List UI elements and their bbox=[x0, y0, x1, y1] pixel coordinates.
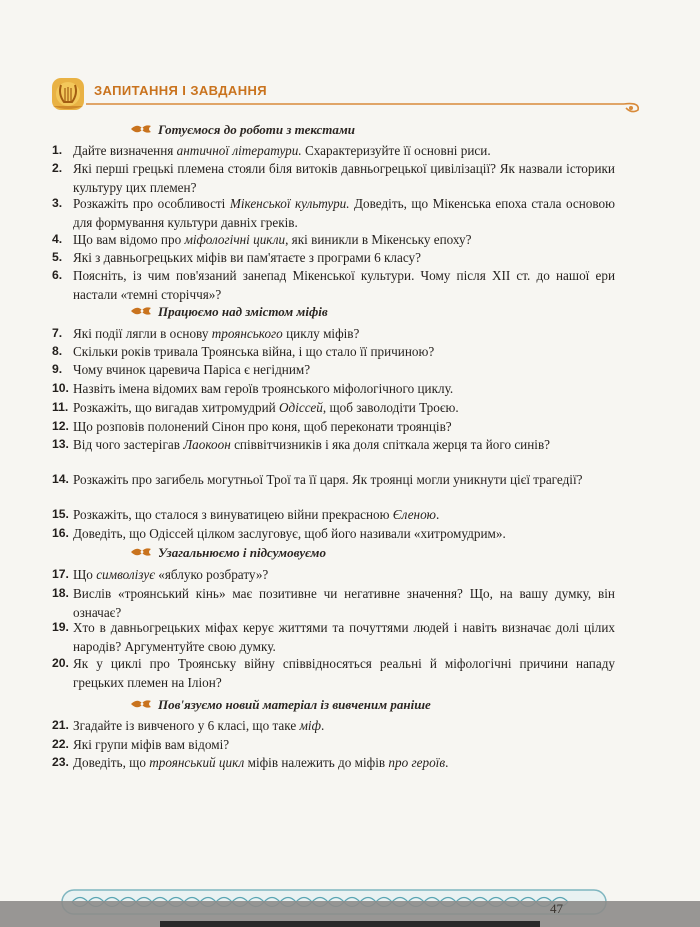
question-text bbox=[73, 230, 615, 249]
question-number: 18. bbox=[52, 586, 69, 600]
question-item bbox=[52, 524, 615, 543]
text-run: Що розповів полонений Сінон про коня, щоб переконати троянців? bbox=[73, 419, 452, 434]
section-heading bbox=[130, 697, 431, 713]
question-number: 14. bbox=[52, 472, 69, 486]
question-item bbox=[52, 324, 615, 343]
text-run: Розкажіть, що сталося з винуватицею війни прекрасною bbox=[73, 507, 393, 522]
header-rule-ornament bbox=[46, 98, 646, 114]
question-text bbox=[73, 398, 615, 417]
text-run: Скільки років тривала Троянська війна, і що стало її причиною? bbox=[73, 344, 435, 359]
text-run: . bbox=[320, 718, 325, 733]
question-text bbox=[73, 524, 615, 543]
text-run: Доведіть, що bbox=[73, 755, 150, 770]
text-run: Доведіть, що Одіссей цілком заслуговує, щоб його називали «хитромудрим». bbox=[73, 526, 506, 541]
leaf-ornament-icon bbox=[130, 698, 152, 710]
question-number: 11. bbox=[52, 400, 69, 414]
question-item bbox=[52, 360, 615, 379]
text-run: Назвіть імена відомих вам героїв троянського міфологічного циклу. bbox=[73, 381, 454, 396]
question-text bbox=[73, 194, 615, 232]
text-run: Які групи міфів вам відомі? bbox=[73, 737, 230, 752]
question-text bbox=[73, 735, 615, 754]
question-text bbox=[73, 505, 615, 524]
text-run: Згадайте із вивченого у 6 класі, що таке bbox=[73, 718, 300, 733]
text-run: Які з давньогрецьких міфів ви пам'ятаєте з програми 6 класу? bbox=[73, 250, 421, 265]
text-run: Доведіть, що Мікенська епоха стала основою для формування культури давніх греків. bbox=[73, 196, 615, 230]
section-heading bbox=[130, 122, 355, 138]
text-run: Що вам відомо про bbox=[73, 232, 185, 247]
text-run: Які перші грецькі племена стояли біля витоків давньогрецької цивілізації? Як назвали історики культуру цих племен? bbox=[73, 161, 615, 195]
section-header bbox=[46, 74, 646, 114]
question-number: 4. bbox=[52, 232, 63, 246]
question-number: 12. bbox=[52, 419, 69, 433]
question-number: 1. bbox=[52, 143, 63, 157]
question-number: 2. bbox=[52, 161, 63, 175]
question-number: 9. bbox=[52, 362, 63, 376]
emphasis-term: про героїв bbox=[388, 755, 446, 770]
question-number: 13. bbox=[52, 437, 69, 451]
text-run: Вислів «троянський кінь» має позитивне чи негативне значення? Що, на вашу думку, він означає? bbox=[73, 586, 615, 620]
text-run: Як у циклі про Троянську війну співвідносяться реальні й міфологічні причини нападу грецьких племен на Іліон? bbox=[73, 656, 615, 690]
text-run: Поясніть, із чим пов'язаний занепад Мікенської культури. Чому після XII ст. до нашої ери настали «темні сторіччя»? bbox=[73, 268, 615, 302]
question-item bbox=[52, 342, 615, 361]
question-text bbox=[73, 141, 615, 160]
question-text bbox=[73, 753, 615, 772]
text-run: Розкажіть, що вигадав хитромудрий bbox=[73, 400, 280, 415]
question-number: 6. bbox=[52, 268, 63, 282]
question-text bbox=[73, 379, 615, 398]
text-run: . bbox=[436, 507, 440, 522]
question-text bbox=[73, 654, 615, 692]
question-item bbox=[52, 584, 615, 622]
question-number: 20. bbox=[52, 656, 69, 670]
text-run: циклу міфів? bbox=[282, 326, 360, 341]
question-item bbox=[52, 753, 615, 772]
text-run: Дайте визначення bbox=[73, 143, 177, 158]
text-run: міфів належить до міфів bbox=[244, 755, 389, 770]
emphasis-term: міф bbox=[299, 718, 321, 733]
page-number: 47 bbox=[550, 901, 563, 916]
bottom-scan-strip bbox=[160, 921, 540, 927]
question-text bbox=[73, 360, 615, 379]
section-heading-text: Пов'язуємо новий матеріал із вивченим раніше bbox=[158, 697, 431, 712]
text-run: Розкажіть про загибель могутньої Трої та її царя. Як троянці могли уникнути цієї трагедії? bbox=[73, 472, 583, 487]
question-number: 7. bbox=[52, 326, 63, 340]
question-number: 19. bbox=[52, 620, 69, 634]
text-run: Розкажіть про особливості bbox=[73, 196, 230, 211]
question-text bbox=[73, 584, 615, 622]
question-item bbox=[52, 716, 615, 735]
text-run: Хто в давньогрецьких міфах керує життями та почуттями людей і навіть визначає долі цілих народів? Аргументуйте свою думку. bbox=[73, 620, 615, 654]
question-item bbox=[52, 417, 615, 436]
question-number: 22. bbox=[52, 737, 69, 751]
question-item bbox=[52, 618, 615, 656]
emphasis-term: Мікенської культури. bbox=[229, 196, 350, 211]
section-heading-text: Готуємося до роботи з текстами bbox=[158, 122, 356, 137]
emphasis-term: античної літератури. bbox=[176, 143, 302, 158]
leaf-ornament-icon bbox=[130, 305, 152, 317]
leaf-ornament-icon bbox=[130, 546, 152, 558]
section-heading bbox=[130, 545, 326, 561]
question-item bbox=[52, 565, 615, 584]
question-number: 17. bbox=[52, 567, 69, 581]
question-item bbox=[52, 194, 615, 232]
question-text bbox=[73, 417, 615, 436]
leaf-ornament-icon bbox=[130, 123, 152, 135]
text-run: «яблуко розбрату»? bbox=[154, 567, 269, 582]
question-number: 3. bbox=[52, 196, 63, 210]
question-item bbox=[52, 435, 615, 454]
header-title: ЗАПИТАННЯ І ЗАВДАННЯ bbox=[94, 83, 268, 98]
emphasis-term: Лаокоон bbox=[183, 437, 231, 452]
emphasis-term: Єленою bbox=[392, 507, 436, 522]
question-item bbox=[52, 159, 615, 197]
emphasis-term: символізує bbox=[96, 567, 155, 582]
question-item bbox=[52, 398, 615, 417]
question-text bbox=[73, 435, 615, 454]
question-item bbox=[52, 654, 615, 692]
text-run: Від чого застерігав bbox=[73, 437, 184, 452]
text-run: Чому вчинок царевича Паріса є негідним? bbox=[73, 362, 311, 377]
text-run: , щоб заволодіти Троєю. bbox=[322, 400, 459, 415]
question-text bbox=[73, 618, 615, 656]
question-item bbox=[52, 266, 615, 304]
question-text bbox=[73, 565, 615, 584]
question-item bbox=[52, 379, 615, 398]
emphasis-term: троянський цикл bbox=[149, 755, 245, 770]
question-number: 16. bbox=[52, 526, 69, 540]
text-run: Схарактеризуйте її основні риси. bbox=[301, 143, 491, 158]
question-number: 21. bbox=[52, 718, 69, 732]
question-item bbox=[52, 505, 615, 524]
question-item bbox=[52, 230, 615, 249]
question-item bbox=[52, 141, 615, 160]
emphasis-term: троянського bbox=[211, 326, 283, 341]
text-run: Що bbox=[73, 567, 97, 582]
question-number: 10. bbox=[52, 381, 69, 395]
text-run: співвітчизників і яка доля спіткала жерця та його синів? bbox=[230, 437, 551, 452]
question-number: 8. bbox=[52, 344, 63, 358]
question-number: 5. bbox=[52, 250, 63, 264]
question-text bbox=[73, 470, 615, 489]
text-run: Які події лягли в основу bbox=[73, 326, 212, 341]
section-heading-text: Узагальнюємо і підсумовуємо bbox=[158, 545, 326, 560]
emphasis-term: міфологічні цикли bbox=[184, 232, 286, 247]
section-heading-text: Працюємо над змістом міфів bbox=[158, 304, 328, 319]
question-text bbox=[73, 342, 615, 361]
question-text bbox=[73, 716, 615, 735]
section-heading bbox=[130, 304, 328, 320]
text-run: , які виникли в Мікенську епоху? bbox=[285, 232, 472, 247]
question-text bbox=[73, 159, 615, 197]
question-text bbox=[73, 266, 615, 304]
question-item bbox=[52, 735, 615, 754]
question-number: 15. bbox=[52, 507, 69, 521]
question-text bbox=[73, 248, 615, 267]
question-item bbox=[52, 248, 615, 267]
text-run: . bbox=[445, 755, 449, 770]
question-item bbox=[52, 470, 615, 489]
emphasis-term: Одіссей bbox=[279, 400, 323, 415]
question-text bbox=[73, 324, 615, 343]
question-number: 23. bbox=[52, 755, 69, 769]
